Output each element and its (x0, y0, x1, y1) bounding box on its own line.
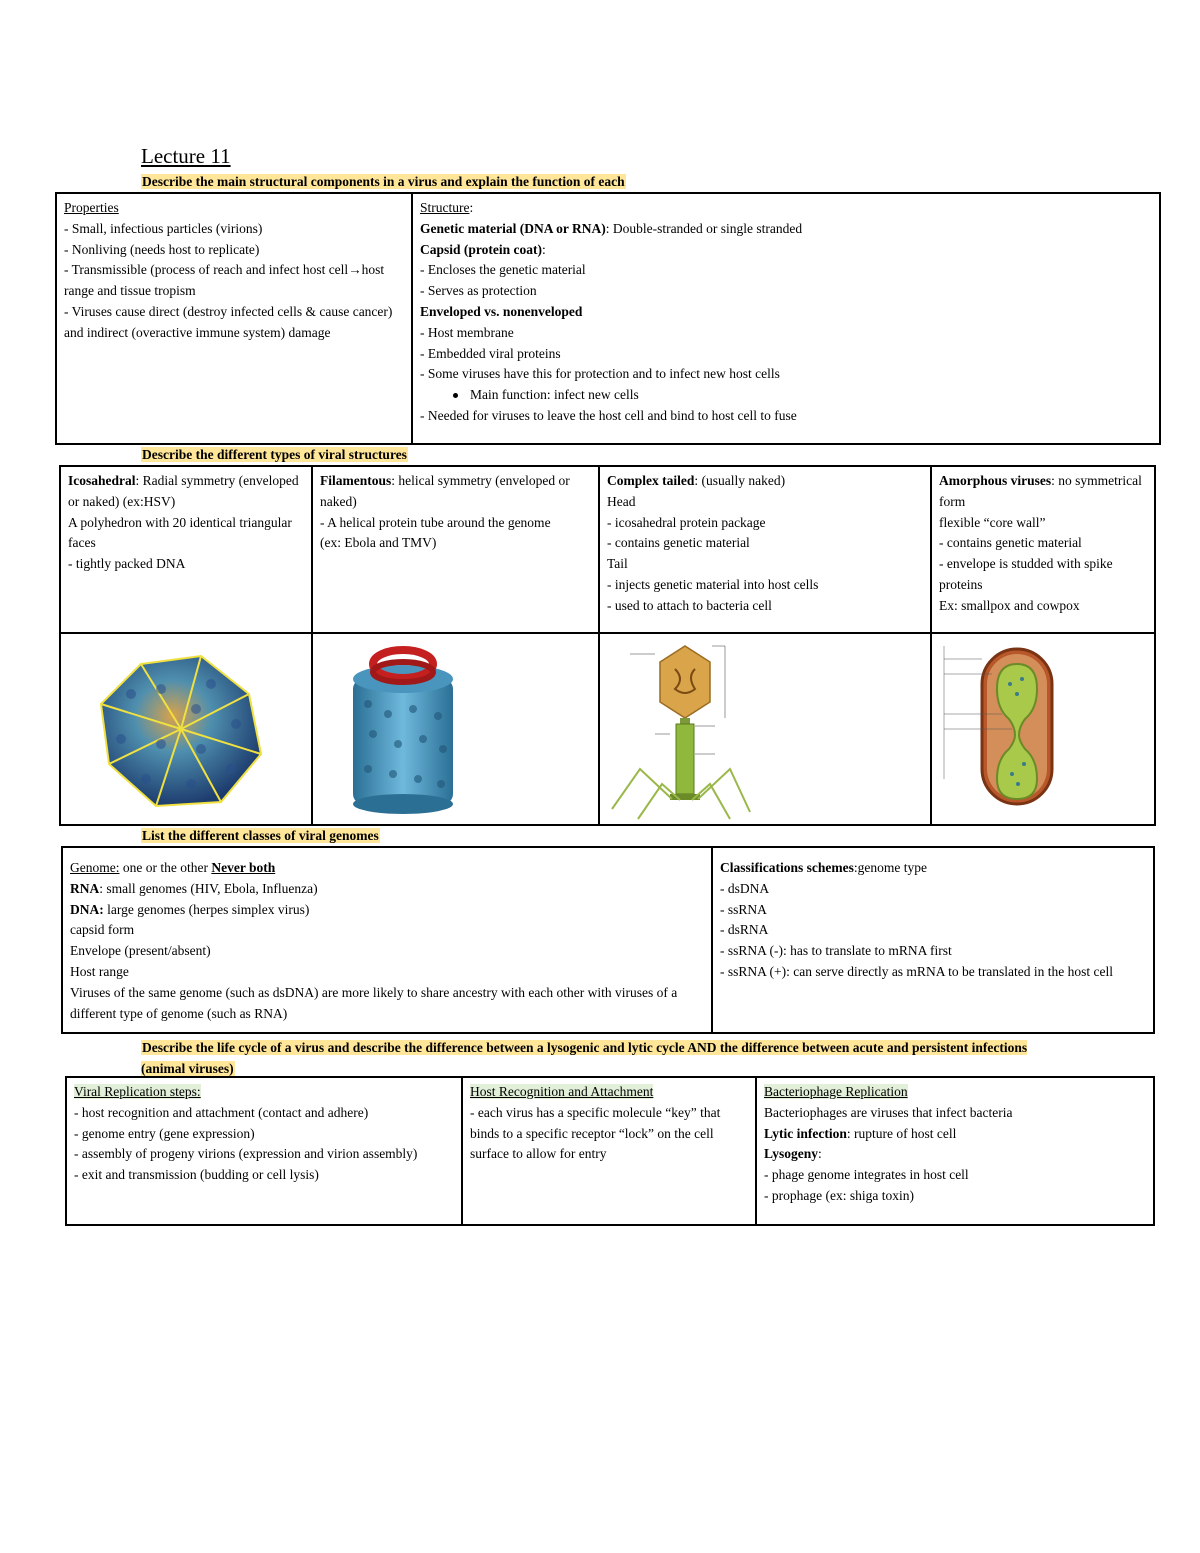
filamentous-desc: : helical symmetry (enveloped or naked) (320, 473, 570, 509)
genome-cell (62, 847, 712, 1033)
page-title: Lecture 11 (141, 144, 231, 168)
filamentous-term: Filamentous (320, 473, 392, 488)
capsid-term: Capsid (protein coat) (420, 241, 543, 257)
replication-line: - exit and transmission (budding or cell lysis) (74, 1167, 319, 1183)
lysogeny-colon: : (818, 1146, 822, 1162)
replication-label: Viral Replication steps: (74, 1084, 201, 1099)
life-cycle-table (65, 1076, 1155, 1226)
complex-line: Tail (607, 556, 628, 572)
icosahedral-desc: : Radial symmetry (enveloped or naked) (ex:HSV) (68, 473, 299, 509)
capsid-line: - Serves as protection (420, 283, 537, 299)
capsid-line: - Encloses the genetic material (420, 262, 586, 278)
amorphous-desc: : no symmetrical form (939, 473, 1142, 509)
genome-desc: one or the other (119, 860, 212, 875)
properties-line: - Small, infectious particles (virions) (64, 220, 263, 236)
icosahedral-virus-image (61, 634, 311, 824)
genome-line: Host range (70, 963, 129, 979)
complex-tailed-cell (599, 466, 931, 633)
replication-line: - host recognition and attachment (contact and adhere) (74, 1104, 369, 1120)
amorphous-line: flexible “core wall” (939, 514, 1046, 530)
complex-tailed-image-cell (599, 633, 931, 825)
genome-line: Viruses of the same genome (such as dsDNA) are more likely to share ancestry with each other with viruses of a different type of genome (such as RNA) (70, 984, 678, 1021)
bacteriophage-cell (756, 1077, 1154, 1225)
replication-line: - assembly of progeny virions (expression and virion assembly) (74, 1146, 418, 1162)
lysogeny-line: - phage genome integrates in host cell (764, 1167, 969, 1183)
icosahedral-line: - tightly packed DNA (68, 556, 186, 572)
classification-line: - ssRNA (+): can serve directly as mRNA to be translated in the host cell (720, 963, 1114, 979)
filamentous-line: - A helical protein tube around the genome (320, 514, 551, 530)
section-heading-structural-components: Describe the main structural components in a virus and explain the function of each (142, 174, 625, 189)
viral-structures-table (59, 465, 1156, 826)
structural-components-table (55, 192, 1161, 445)
lytic-term: Lytic infection (764, 1125, 847, 1141)
classification-cell (712, 847, 1154, 1033)
recognition-label: Host Recognition and Attachment (470, 1084, 654, 1099)
recognition-line: - each virus has a specific molecule “key” that binds to a specific receptor “lock” on the cell surface to allow for entry (470, 1104, 721, 1162)
genome-line: capsid form (70, 922, 135, 938)
enveloped-line: - Host membrane (420, 324, 514, 340)
bullet-item: Main function: infect new cells (420, 385, 1152, 406)
properties-line: - Viruses cause direct (destroy infected cells & cause cancer) and indirect (overactive immune system) damage (64, 303, 393, 340)
structure-cell: Structure: Genetic material (DNA or RNA): Double-stranded or single stranded Capsid (protein coat): - Encloses the genetic material - Serves as protection Enveloped vs. nonenveloped - Host membrane - Embedded viral proteins - Some viruses have this for protection and to infect new host cells Main function: infect new cells - Needed for viruses to leave the host cell and bind to host cell to fuse (412, 193, 1160, 444)
amorphous-line: Ex: smallpox and cowpox (939, 597, 1080, 613)
complex-line: - injects genetic material into host cells (607, 576, 819, 592)
structure-label: Structure (420, 200, 470, 215)
filamentous-line: (ex: Ebola and TMV) (320, 535, 437, 551)
complex-line: - icosahedral protein package (607, 514, 766, 530)
complex-desc: : (usually naked) (694, 473, 786, 488)
properties-line: - Nonliving (needs host to replicate) (64, 241, 260, 257)
lysogeny-term: Lysogeny (764, 1146, 819, 1162)
properties-label: Properties (64, 200, 119, 215)
classification-line: - dsRNA (720, 922, 769, 938)
section-heading-life-cycle: Describe the life cycle of a virus and describe the difference between a lysogenic and lytic cycle AND the difference between acute and persistent infections (animal viruses) (141, 1040, 1028, 1076)
complex-tailed-term: Complex tailed (607, 473, 695, 488)
rna-desc: : small genomes (HIV, Ebola, Influenza) (99, 880, 318, 896)
recognition-cell (462, 1077, 756, 1225)
complex-tailed-virus-image (600, 634, 930, 824)
lytic-desc: : rupture of host cell (846, 1125, 957, 1141)
enveloped-term: Enveloped vs. nonenveloped (420, 303, 583, 319)
complex-line: Head (607, 493, 636, 509)
icosahedral-cell (60, 466, 312, 633)
amorphous-term: Amorphous viruses (939, 473, 1052, 488)
icosahedral-image-cell (60, 633, 312, 825)
filamentous-virus-image (313, 634, 598, 824)
icosahedral-term: Icosahedral (68, 473, 136, 488)
classification-line: - dsDNA (720, 880, 770, 896)
section-heading-viral-structures: Describe the different types of viral structures (142, 447, 407, 462)
genetic-material-term: Genetic material (DNA or RNA) (420, 220, 606, 236)
dna-desc: large genomes (herpes simplex virus) (103, 901, 310, 917)
properties-cell (56, 193, 412, 444)
never-both: Never both (211, 860, 276, 875)
filamentous-image-cell (312, 633, 599, 825)
genome-line: Envelope (present/absent) (70, 943, 211, 959)
enveloped-line: - Embedded viral proteins (420, 345, 561, 361)
classification-term: Classifications schemes (720, 860, 854, 875)
dna-term: DNA: (70, 901, 104, 917)
replication-line: - genome entry (gene expression) (74, 1125, 255, 1141)
filamentous-cell (312, 466, 599, 633)
rna-term: RNA (70, 880, 100, 896)
bacteriophage-line: Bacteriophages are viruses that infect bacteria (764, 1104, 1013, 1120)
viral-genomes-table (61, 846, 1155, 1034)
lysogeny-line: - prophage (ex: shiga toxin) (764, 1187, 914, 1203)
complex-line: - contains genetic material (607, 535, 750, 551)
icosahedral-line: A polyhedron with 20 identical triangular faces (68, 514, 292, 551)
section-heading-viral-genomes: List the different classes of viral genomes (142, 828, 379, 843)
amorphous-line: - envelope is studded with spike proteins (939, 556, 1113, 592)
amorphous-virus-image (932, 634, 1154, 824)
bacteriophage-label: Bacteriophage Replication (764, 1084, 908, 1099)
amorphous-line: - contains genetic material (939, 535, 1082, 551)
enveloped-line: - Some viruses have this for protection and to infect new host cells (420, 366, 780, 382)
capsid-colon: : (542, 241, 546, 257)
classification-desc: :genome type (853, 860, 927, 875)
genetic-material-desc: : Double-stranded or single stranded (605, 220, 803, 236)
classification-line: - ssRNA (720, 901, 767, 917)
enveloped-last-line: - Needed for viruses to leave the host cell and bind to host cell to fuse (420, 407, 797, 423)
replication-cell (66, 1077, 462, 1225)
genome-label: Genome: (70, 860, 120, 875)
amorphous-cell (931, 466, 1155, 633)
properties-line: - Transmissible (process of reach and infect host cell→host range and tissue tropism (64, 262, 385, 299)
amorphous-image-cell (931, 633, 1155, 825)
complex-line: - used to attach to bacteria cell (607, 597, 772, 613)
classification-line: - ssRNA (-): has to translate to mRNA first (720, 943, 952, 959)
